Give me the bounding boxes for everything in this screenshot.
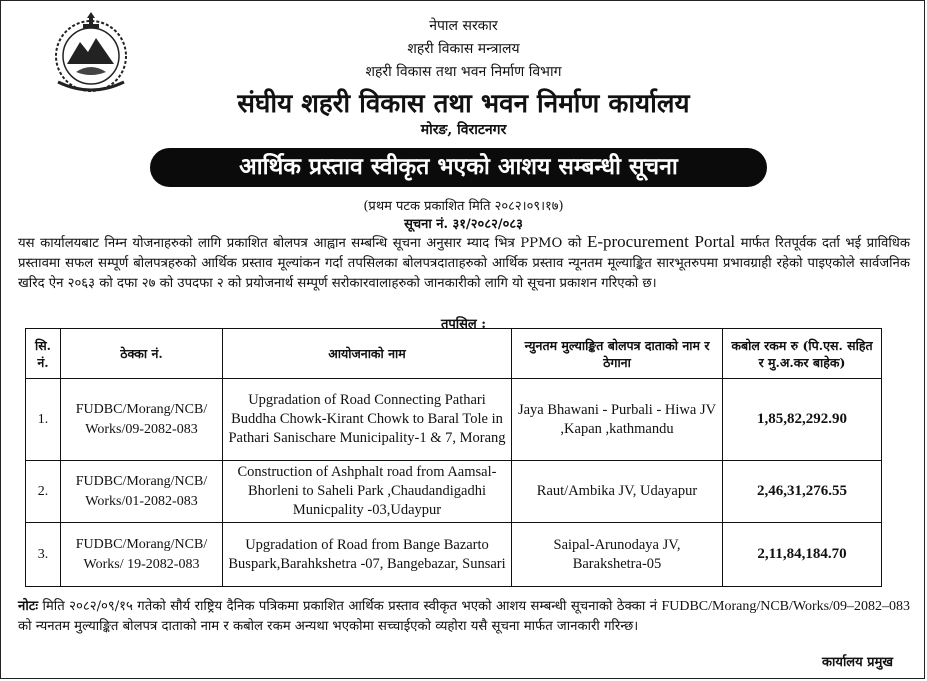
row-bidder: Jaya Bhawani - Purbali - Hiwa JV ,Kapan ,kathmandu — [512, 379, 723, 461]
table-row — [26, 523, 882, 587]
col-sn: सि. नं. — [26, 329, 61, 379]
notice-body — [18, 232, 910, 294]
footnote — [18, 597, 910, 637]
col-bidder: न्युनतम मुल्याङ्कित बोलपत्र दाताको नाम र ठेगाना — [512, 329, 723, 379]
col-contract-no: ठेक्का नं. — [61, 329, 223, 379]
table-row — [26, 379, 882, 461]
row-project: Construction of Ashphalt road from Aamsal-Bhorleni to Saheli Park ,Chaudandigadhi Municpality -03,Udaypur — [223, 461, 512, 523]
body-part1: यस कार्यालयबाट निम्न योजनाहरुको लागि प्रकाशित बोलपत्र आह्वान सम्बन्धि सूचना अनुसार म्याद भित्र PPMO को — [18, 236, 587, 251]
signature-title: कार्यालय प्रमुख — [822, 655, 893, 670]
table-row — [26, 461, 882, 523]
portal-name: E-procurement Portal — [586, 232, 736, 251]
row-contract-no: FUDBC/Morang/NCB/ Works/09-2082-083 — [61, 379, 223, 461]
row-amount: 2,11,84,184.70 — [723, 523, 882, 587]
row-project: Upgradation of Road from Bange Bazarto Buspark,Barahkshetra -07, Bangebazar, Sunsari — [223, 523, 512, 587]
row-sn: 1. — [26, 379, 61, 461]
row-bidder: Saipal-Arunodaya JV, Barakshetra-05 — [512, 523, 723, 587]
schedule-title: तपसिल : — [440, 317, 487, 332]
note-part2: को न्यनतम मुल्याङ्कित बोलपत्र दाताको नाम र कबोल रकम अन्यथा भएकोमा सच्चाईएको व्यहोरा यसै सूचना मार्फत जानकारी गरिन्छ। — [18, 619, 639, 634]
body-part2: मार्फत रितपूर्वक दर्ता भई प्राविधिक प्रस्तावमा सफल सम्पूर्ण बोलपत्रहरुको आर्थिक प्रस्ताव मूल्यांकन गर्दा तपसिलका बोलपत्रदाताहरुको आर्थिक प्रस्ताव न्यूनतम मूल्याङ्कित सारभूतरुपमा प्रभावग्राही रहेको पाइएकोले सार्वजनिक खरिद ऐन २०६३ को दफा २७ को उपदफा २ को प्रयोजनार्थ सम्पूर्ण सरोकारवालाहरुको जानकारीको लागि यो सूचना प्रकाशन गरिएको छ। — [18, 236, 910, 291]
table-header-row — [26, 329, 882, 379]
row-amount: 2,46,31,276.55 — [723, 461, 882, 523]
note-label: नोटः — [18, 599, 39, 614]
row-bidder: Raut/Ambika JV, Udayapur — [512, 461, 723, 523]
notice-banner: आर्थिक प्रस्ताव स्वीकृत भएको आशय सम्बन्धी सूचना — [150, 148, 767, 187]
row-amount: 1,85,82,292.90 — [723, 379, 882, 461]
col-project: आयोजनाको नाम — [223, 329, 512, 379]
office-title: संघीय शहरी विकास तथा भवन निर्माण कार्यालय — [237, 89, 690, 119]
ministry-line: शहरी विकास मन्त्रालय — [407, 41, 520, 57]
row-sn: 3. — [26, 523, 61, 587]
govt-line: नेपाल सरकार — [429, 18, 498, 34]
col-amount: कबोल रकम रु (पि.एस. सहित र मु.अ.कर बाहेक) — [723, 329, 882, 379]
office-location: मोरङ, विराटनगर — [420, 122, 507, 138]
row-sn: 2. — [26, 461, 61, 523]
notice-number: सूचना नं. ३१/२०८२/०८३ — [404, 217, 523, 232]
row-contract-no: FUDBC/Morang/NCB/ Works/01-2082-083 — [61, 461, 223, 523]
bid-table — [25, 328, 882, 587]
published-date: (प्रथम पटक प्रकाशित मिति २०८२।०९।१७) — [363, 199, 564, 214]
row-project: Upgradation of Road Connecting Pathari Buddha Chowk-Kirant Chowk to Baral Tole in Pathari Sanischare Municipality-1 & 7, Morang — [223, 379, 512, 461]
row-contract-no: FUDBC/Morang/NCB/ Works/ 19-2082-083 — [61, 523, 223, 587]
note-part1: मिति २०८२/०९/१५ गतेको सौर्य राष्ट्रिय दैनिक पत्रिकमा प्रकाशित आर्थिक प्रस्ताव स्वीकृत भएको आशय सम्बन्धी सूचनाको ठेक्का नं — [38, 599, 662, 614]
department-line: शहरी विकास तथा भवन निर्माण विभाग — [365, 64, 562, 80]
note-contract-no: FUDBC/Morang/NCB/Works/09–2082–083 — [661, 599, 910, 614]
